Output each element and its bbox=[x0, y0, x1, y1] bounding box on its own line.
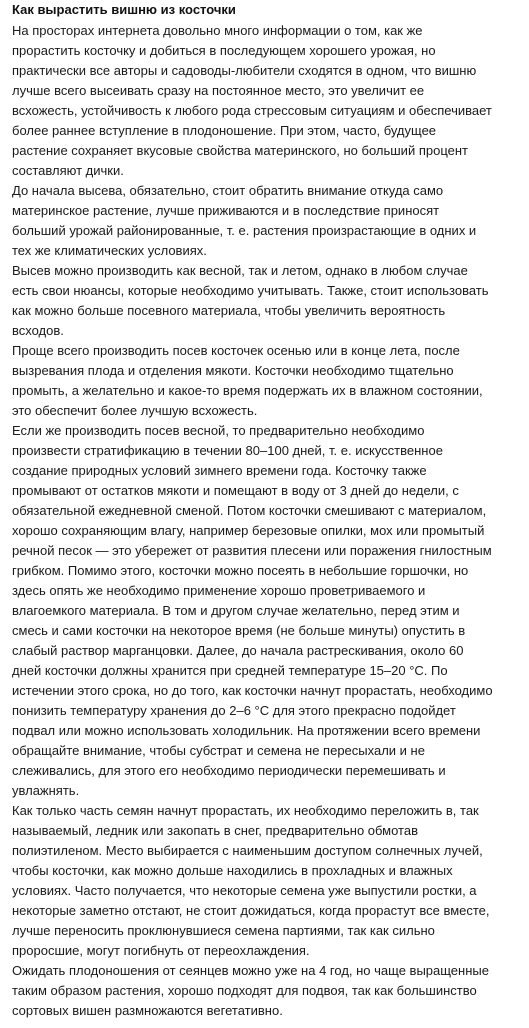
paragraph-line: всходов. bbox=[12, 323, 64, 338]
paragraph-line: обращайте внимание, чтобы субстрат и семена не пересыхали и не bbox=[12, 743, 425, 758]
paragraph-line: практически все авторы и садоводы-любители сходятся в одном, что вишню bbox=[12, 63, 477, 78]
paragraph bbox=[12, 21, 517, 181]
paragraph-line: создание природных условий зимнего времени года. Косточку также bbox=[12, 463, 427, 478]
paragraph-line: увлажнять. bbox=[12, 783, 80, 798]
paragraph-line: слабый раствор марганцовки. Далее, до начала растрескивания, около 60 bbox=[12, 643, 464, 658]
paragraph bbox=[12, 181, 517, 261]
paragraph-line: здесь опять же необходимо применение хорошо проветриваемого и bbox=[12, 583, 426, 598]
paragraph bbox=[12, 961, 517, 1021]
paragraph-line: грибком. Помимо этого, косточки можно посеять в небольшие горшочки, но bbox=[12, 563, 469, 578]
paragraph-line: полиэтиленом. Место выбирается с наименьшим доступом солнечных лучей, bbox=[12, 843, 483, 858]
paragraph-line: материнское растение, лучше приживаются и в последствие приносят bbox=[12, 203, 440, 218]
paragraph-line: Ожидать плодоношения от сеянцев можно уже на 4 год, но чаще выращенные bbox=[12, 963, 489, 978]
paragraph-line: До начала высева, обязательно, стоит обратить внимание откуда само bbox=[12, 183, 444, 198]
paragraph-line: речной песок — это убережет от развития плесени или поражения гнилостным bbox=[12, 543, 492, 558]
paragraph-line: всхожесть, устойчивость к любого рода стрессовым ситуациям и обеспечивает bbox=[12, 103, 492, 118]
paragraph-line: это обеспечит более лучшую всхожесть. bbox=[12, 403, 258, 418]
paragraph-line: слеживались, для этого его необходимо периодически перемешивать и bbox=[12, 763, 446, 778]
paragraph-line: дней косточки должны хранится при средней температуре 15–20 °С. По bbox=[12, 663, 448, 678]
paragraph-line: промывают от остатков мякоти и помещают в воду от 3 дней до недели, с bbox=[12, 483, 459, 498]
paragraph-line: сортовых вишен размножаются вегетативно. bbox=[12, 1003, 283, 1018]
paragraph bbox=[12, 261, 517, 341]
paragraph bbox=[12, 341, 517, 421]
paragraph-line: Высев можно производить как весной, так и летом, однако в любом случае bbox=[12, 263, 468, 278]
paragraph-line: лучше переносить проклюнувшиеся семена партиями, так как сильно bbox=[12, 923, 435, 938]
paragraph-line: более раннее вступление в плодоношение. При этом, часто, будущее bbox=[12, 123, 437, 138]
paragraph-line: тех же климатических условиях. bbox=[12, 243, 207, 258]
paragraph-line: На просторах интернета довольно много информации о том, как же bbox=[12, 23, 423, 38]
paragraph-line: Как только часть семян начнут прорастать, их необходимо переложить в, так bbox=[12, 803, 479, 818]
paragraph-line: смесь и сами косточки на некоторое время (не больше минуты) опустить в bbox=[12, 623, 466, 638]
article-title: Как вырастить вишню из косточки bbox=[12, 2, 236, 17]
paragraph-line: больший урожай районированные, т. е. растения произрастающие в одних и bbox=[12, 223, 477, 238]
paragraph bbox=[12, 801, 517, 961]
paragraph-line: некоторые заметно отстают, не стоит дожидаться, когда прорастут все вместе, bbox=[12, 903, 490, 918]
paragraph-line: хорошо сохраняющим влагу, например березовые опилки, мох или промытый bbox=[12, 523, 485, 538]
paragraph-line: прорастить косточку и добиться в последующем хорошего урожая, но bbox=[12, 43, 436, 58]
paragraph-line: таким образом растения, хорошо подходят для подвоя, так как большинство bbox=[12, 983, 477, 998]
paragraph-line: лучше всего высеивать сразу на постоянное место, это увеличит ее bbox=[12, 83, 425, 98]
paragraph-line: истечении этого срока, но до того, как косточки начнут прорастать, необходимо bbox=[12, 683, 493, 698]
paragraph-line: есть свои нюансы, которые необходимо учитывать. Также, стоит использовать bbox=[12, 283, 489, 298]
paragraph-line: промыть, а желательно и какое-то время подержать их в влажном состоянии, bbox=[12, 383, 483, 398]
paragraph-line: Проще всего производить посев косточек осенью или в конце лета, после bbox=[12, 343, 460, 358]
paragraph-line: понизить температуру хранения до 2–6 °С для этого прекрасно подойдет bbox=[12, 703, 456, 718]
paragraph-line: влагоемкого материала. В том и другом случае желательно, перед этим и bbox=[12, 603, 460, 618]
paragraph-line: растение сохраняет вкусовые свойства материнского, но больший процент bbox=[12, 143, 468, 158]
paragraph-line: называемый, ледник или закопать в снег, предварительно обмотав bbox=[12, 823, 418, 838]
paragraph-line: подвал или можно использовать холодильник. На протяжении всего времени bbox=[12, 723, 481, 738]
paragraph-line: обязательной ежедневной сменой. Потом косточки смешивают с материалом, bbox=[12, 503, 487, 518]
paragraph-line: проросшие, могут погибнуть от переохлаждения. bbox=[12, 943, 310, 958]
paragraph-line: условиях. Часто получается, что некоторые семена уже выпустили ростки, а bbox=[12, 883, 477, 898]
paragraph-line: вызревания плода и отделения мякоти. Косточки необходимо тщательно bbox=[12, 363, 454, 378]
article-body bbox=[12, 21, 517, 1021]
paragraph-line: Если же производить посев весной, то предварительно необходимо bbox=[12, 423, 425, 438]
paragraph-line: составляют дички. bbox=[12, 163, 124, 178]
paragraph-line: чтобы косточки, как можно дольше находились в прохладных и влажных bbox=[12, 863, 453, 878]
paragraph-line: произвести стратификацию в течении 80–100 дней, т. е. искусственное bbox=[12, 443, 443, 458]
paragraph bbox=[12, 421, 517, 801]
paragraph-line: как можно больше посевного материала, чтобы увеличить вероятность bbox=[12, 303, 446, 318]
